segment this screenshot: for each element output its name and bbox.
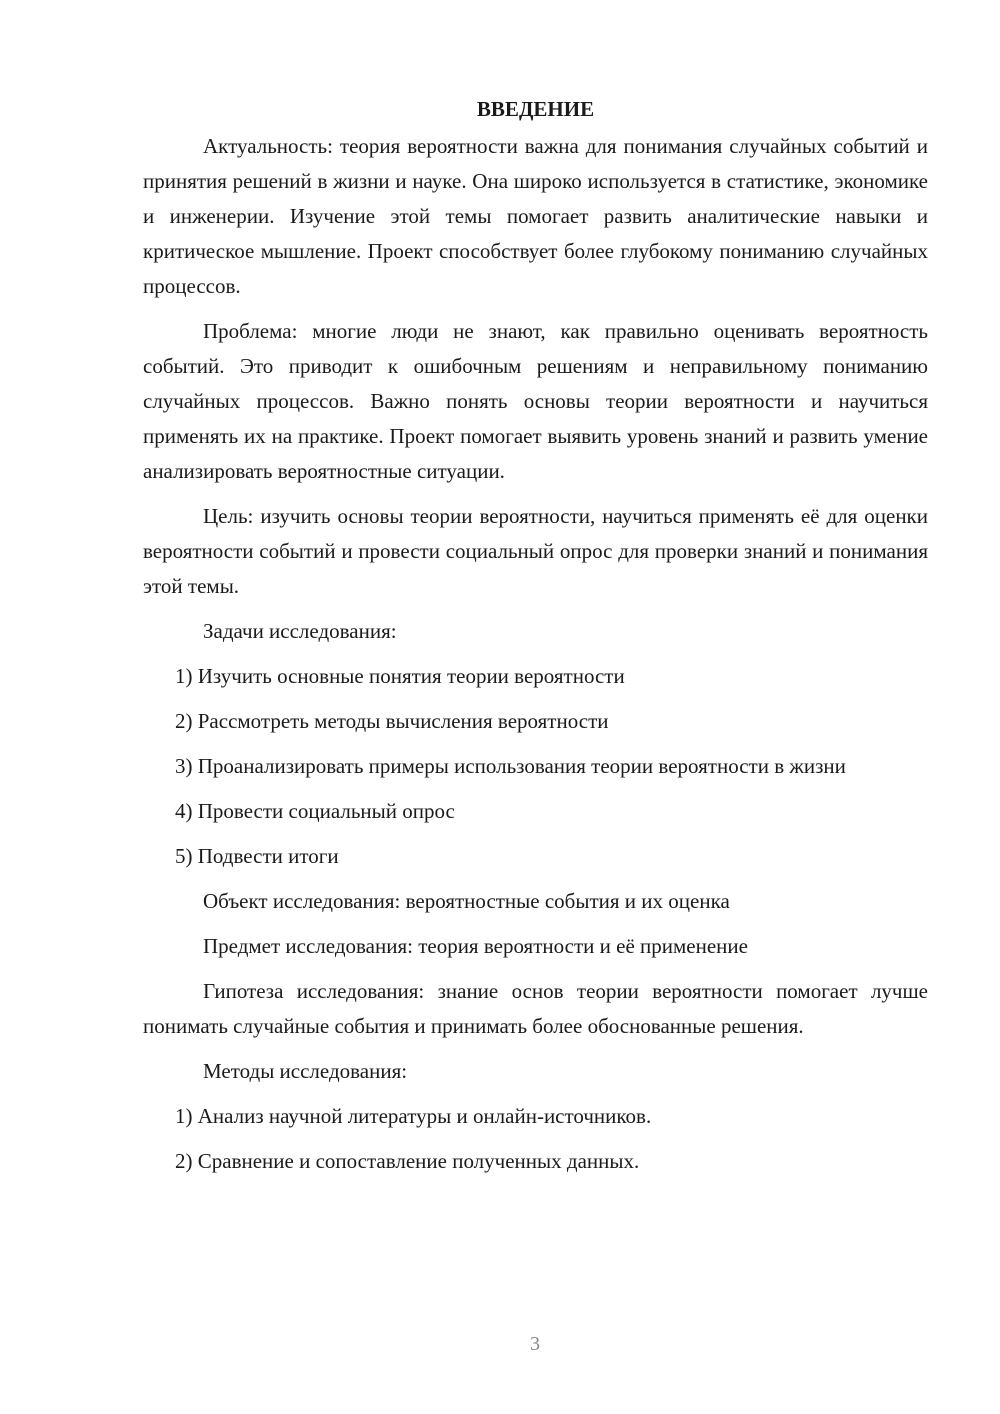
hypothesis-paragraph: Гипотеза исследования: знание основ теории вероятности помогает лучше понимать случайные события и принимать более обоснованные решения. bbox=[143, 979, 928, 1038]
task-item-4: 4) Провести социальный опрос bbox=[175, 799, 455, 823]
section-heading: ВВЕДЕНИЕ bbox=[476, 97, 595, 121]
page-number: 3 bbox=[530, 1333, 540, 1355]
goal-paragraph: Цель: изучить основы теории вероятности, научиться применять её для оценки вероятности событий и провести социальный опрос для проверки знаний и понимания этой темы. bbox=[143, 504, 928, 598]
tasks-title: Задачи исследования: bbox=[203, 619, 397, 643]
task-item-1: 1) Изучить основные понятия теории вероятности bbox=[175, 664, 625, 688]
methods-list bbox=[143, 1099, 928, 1179]
object-line: Объект исследования: вероятностные события и их оценка bbox=[203, 889, 730, 913]
relevance-paragraph: Актуальность: теория вероятности важна для понимания случайных событий и принятия решений в жизни и науке. Она широко используется в статистике, экономике и инженерии. Изучение этой темы помогает развить аналитические навыки и критическое мышление. Проект способствует более глубокому пониманию случайных процессов. bbox=[143, 134, 928, 298]
subject-line: Предмет исследования: теория вероятности и её применение bbox=[203, 934, 748, 958]
task-item-3: 3) Проанализировать примеры использования теории вероятности в жизни bbox=[175, 754, 846, 778]
method-item-1: 1) Анализ научной литературы и онлайн-источников. bbox=[175, 1104, 652, 1128]
tasks-list bbox=[143, 659, 928, 874]
task-item-2: 2) Рассмотреть методы вычисления вероятности bbox=[175, 709, 609, 733]
document-page bbox=[143, 92, 928, 1189]
problem-paragraph: Проблема: многие люди не знают, как правильно оценивать вероятность событий. Это приводит к ошибочным решениям и неправильному пониманию случайных процессов. Важно понять основы теории вероятности и научиться применять их на практике. Проект помогает выявить уровень знаний и развить умение анализировать вероятностные ситуации. bbox=[143, 319, 928, 483]
task-item-5: 5) Подвести итоги bbox=[175, 844, 339, 868]
method-item-2: 2) Сравнение и сопоставление полученных данных. bbox=[175, 1149, 640, 1173]
methods-title: Методы исследования: bbox=[203, 1059, 408, 1083]
